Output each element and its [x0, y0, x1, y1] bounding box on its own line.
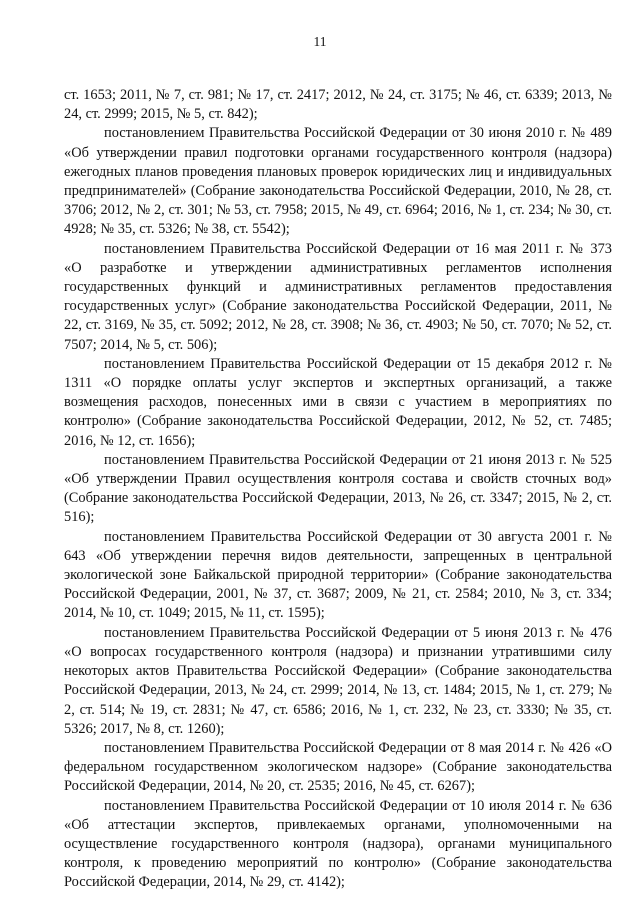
paragraph-resolution-643: постановлением Правительства Российской Федерации от 30 августа 2001 г. № 643 «Об утверждении перечня видов деятельности, запрещенных в центральной экологической зоне Байкальской природной территории» (Собрание законодательства Российской Федерации, 2001, № 37, ст. 3687; 2009, № 21, ст. 2584; 2010, № 3, ст. 334; 2014, № 10, ст. 1049; 2015, № 11, ст. 1595);	[64, 528, 612, 622]
paragraph-resolution-525: постановлением Правительства Российской Федерации от 21 июня 2013 г. № 525 «Об утверждении Правил осуществления контроля состава и свойств сточных вод» (Собрание законодательства Российской Федерации, 2013, № 26, ст. 3347; 2015, № 2, ст. 516);	[64, 451, 612, 526]
document-body	[64, 86, 612, 893]
paragraph-resolution-426: постановлением Правительства Российской Федерации от 8 мая 2014 г. № 426 «О федеральном государственном экологическом надзоре» (Собрание законодательства Российской Федерации, 2014, № 20, ст. 2535; 2016, № 45, ст. 6267);	[64, 739, 612, 795]
paragraph-resolution-1311: постановлением Правительства Российской Федерации от 15 декабря 2012 г. № 1311 «О порядке оплаты услуг экспертов и экспертных организаций, а также возмещения расходов, понесенных ими в связи с участием в мероприятиях по контролю» (Собрание законодательства Российской Федерации, 2012, № 52, ст. 7485; 2016, № 12, ст. 1656);	[64, 355, 612, 449]
paragraph-resolution-489: постановлением Правительства Российской Федерации от 30 июня 2010 г. № 489 «Об утверждении правил подготовки органами государственного контроля (надзора) ежегодных планов проведения плановых проверок юридических лиц и индивидуальных предпринимателей» (Собрание законодательства Российской Федерации, 2010, № 28, ст. 3706; 2012, № 2, ст. 301; № 53, ст. 7958; 2015, № 49, ст. 6964; 2016, № 1, ст. 234; № 30, ст. 4928; № 35, ст. 5326; № 38, ст. 5542);	[64, 125, 612, 238]
paragraph-continuation: ст. 1653; 2011, № 7, ст. 981; № 17, ст. 2417; 2012, № 24, ст. 3175; № 46, ст. 6339; 2013, № 24, ст. 2999; 2015, № 5, ст. 842);	[64, 87, 612, 123]
paragraph-resolution-476: постановлением Правительства Российской Федерации от 5 июня 2013 г. № 476 «О вопросах государственного контроля (надзора) и признании утратившими силу некоторых актов Правительства Российской Федерации» (Собрание законодательства Российской Федерации, 2013, № 24, ст. 2999; 2014, № 13, ст. 1484; 2015, № 1, ст. 279; № 2, ст. 514; № 19, ст. 2831; № 47, ст. 6586; 2016, № 1, ст. 232, № 23, ст. 3330; № 35, ст. 5326; 2017, № 8, ст. 1260);	[64, 624, 612, 737]
paragraph-resolution-373: постановлением Правительства Российской Федерации от 16 мая 2011 г. № 373 «О разработке и утверждении административных регламентов исполнения государственных функций и административных регламентов предоставления государственных услуг» (Собрание законодательства Российской Федерации, 2011, № 22, ст. 3169, № 35, ст. 5092; 2012, № 28, ст. 3908; № 36, ст. 4903; № 50, ст. 7070; № 52, ст. 7507; 2014, № 5, ст. 506);	[64, 240, 612, 353]
paragraph-resolution-636: постановлением Правительства Российской Федерации от 10 июля 2014 г. № 636 «Об аттестации экспертов, привлекаемых органами, уполномоченными на осуществление государственного контроля (надзора), органами муниципального контроля, к проведению мероприятий по контролю» (Собрание законодательства Российской Федерации, 2014, № 29, ст. 4142);	[64, 797, 612, 891]
page-number: 11	[313, 34, 327, 49]
